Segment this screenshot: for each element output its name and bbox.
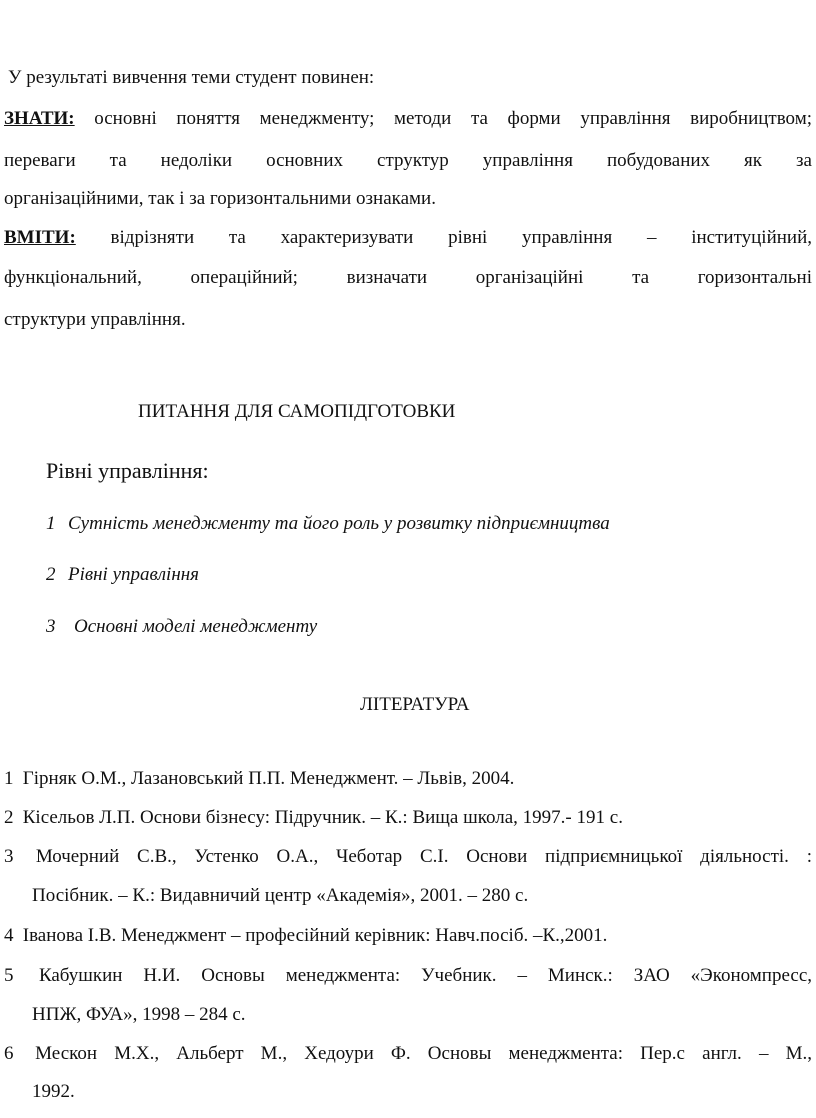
question-2-text: Рівні управління (68, 564, 200, 585)
question-3-text: Основні моделі менеджменту (74, 616, 318, 637)
literature-heading: ЛІТЕРАТУРА (360, 694, 470, 715)
question-1 (46, 512, 610, 536)
know-line-3: організаційними, так і за горизонтальними ознаками. (4, 188, 436, 209)
question-2 (46, 563, 199, 587)
reference-3 (4, 845, 812, 869)
reference-2-number: 2 (4, 807, 14, 828)
know-label: ЗНАТИ: (4, 108, 75, 129)
reference-1 (4, 767, 812, 791)
reference-1-number: 1 (4, 768, 14, 789)
reference-5-text: Кабушкин Н.И. Основы менеджмента: Учебник. – Минск.: ЗАО «Экономпресс, (38, 965, 813, 986)
question-1-text: Сутність менеджменту та його роль у розвитку підприємництва (68, 513, 610, 534)
question-1-number: 1 (46, 513, 56, 534)
skills-label: ВМІТИ: (4, 227, 76, 248)
reference-4 (4, 924, 812, 948)
reference-3-text: Мочерний С.В., Устенко О.А., Чеботар С.І. Основи підприємницької діяльності. : (35, 846, 812, 867)
know-text-1: основні поняття менеджменту; методи та форми управління виробництвом; (94, 108, 812, 129)
reference-5-continuation: НПЖ, ФУА», 1998 – 284 с. (32, 1004, 246, 1025)
reference-6-text: Мескон М.Х., Альберт М., Хедоури Ф. Основы менеджмента: Пер.с англ. – М., (35, 1043, 812, 1064)
reference-2-text: Кісельов Л.П. Основи бізнесу: Підручник. – К.: Вища школа, 1997.- 191 с. (22, 807, 623, 828)
question-3 (46, 615, 317, 639)
question-2-number: 2 (46, 564, 56, 585)
skills-line-1 (4, 226, 812, 250)
reference-5-number: 5 (4, 965, 14, 986)
skills-text-1: відрізняти та характеризувати рівні управління – інституційний, (110, 227, 813, 248)
reference-3-continuation: Посібник. – К.: Видавничий центр «Академія», 2001. – 280 с. (32, 885, 529, 906)
reference-4-number: 4 (4, 925, 14, 946)
know-line-1 (4, 107, 812, 131)
reference-4-text: Іванова І.В. Менеджмент – професійний керівник: Навч.посіб. –К.,2001. (22, 925, 608, 946)
skills-line-2: функціональний, операційний; визначати організаційні та горизонтальні (4, 267, 812, 288)
intro-line: У результаті вивчення теми студент повинен: (8, 67, 375, 88)
reference-5 (4, 964, 812, 988)
self-study-heading: ПИТАННЯ ДЛЯ САМОПІДГОТОВКИ (138, 401, 456, 422)
reference-2 (4, 806, 812, 830)
reference-6-continuation: 1992. (32, 1081, 75, 1102)
skills-line-3: структури управління. (4, 309, 186, 330)
reference-1-text: Гірняк О.М., Лазановський П.П. Менеджмент. – Львів, 2004. (22, 768, 515, 789)
know-line-2: переваги та недоліки основних структур управління побудованих як за (4, 150, 812, 171)
question-3-number: 3 (46, 616, 56, 637)
reference-3-number: 3 (4, 846, 14, 867)
reference-6 (4, 1042, 812, 1066)
self-study-section-title: Рівні управління: (46, 458, 209, 483)
reference-6-number: 6 (4, 1043, 14, 1064)
